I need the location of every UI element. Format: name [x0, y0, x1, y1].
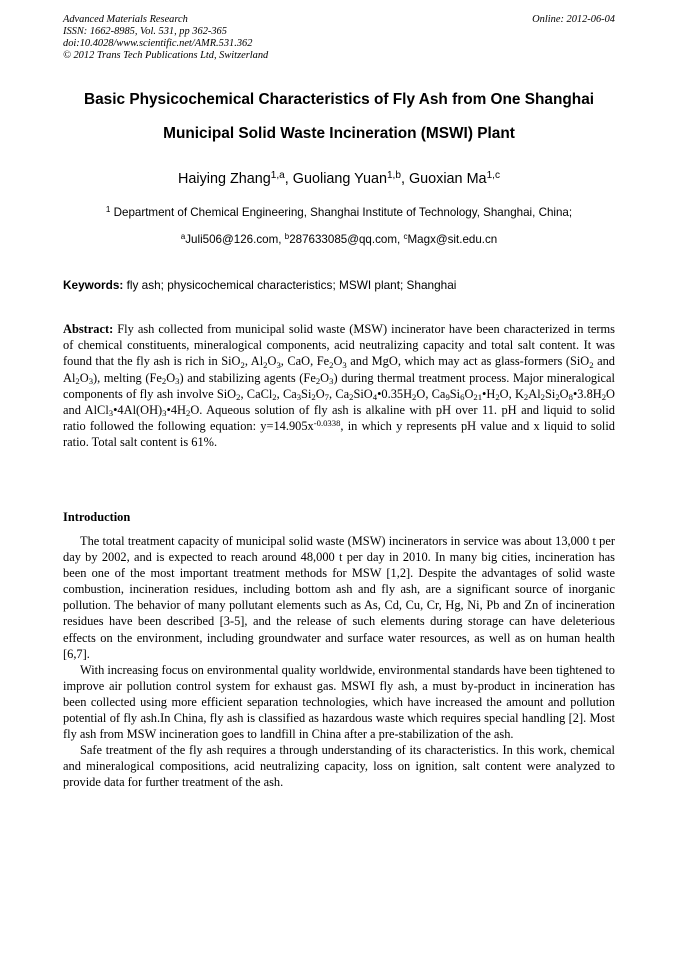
abstract-text: Si	[301, 386, 312, 401]
paragraph: Safe treatment of the fly ash requires a through understanding of its characteristics. In this work, chemical and mineralogical compositions, acid neutralizing capacity, loss on ignition, salt content were analyzed to provide data for further treatment of the ash.	[63, 743, 615, 790]
affiliation	[40, 206, 638, 220]
introduction-body	[63, 533, 615, 791]
abstract-text: •0.35H	[377, 386, 413, 401]
abstract-text: O	[267, 354, 277, 369]
subscript: 3	[342, 359, 347, 370]
abstract-text: •4H	[166, 403, 186, 418]
subscript: 3	[162, 408, 167, 419]
email-a: Juli506@126.com,	[185, 233, 285, 246]
abstract-text: O	[79, 370, 89, 385]
author-name: , Guoxian Ma	[400, 171, 487, 187]
abstract-text: , Ca	[329, 386, 350, 401]
online-date: Online: 2012-06-04	[532, 14, 615, 25]
abstract-text: O	[559, 386, 569, 401]
abstract-text: O	[333, 354, 343, 369]
subscript: 3	[175, 375, 180, 386]
abstract-text: •H	[482, 386, 496, 401]
abstract-label: Abstract:	[63, 322, 114, 336]
abstract-text: ) during thermal treatment process. Major mineralogical components of fly ash involve SiO	[63, 370, 615, 401]
affiliation-number: 1	[105, 205, 111, 215]
abstract-text: ), melting (Fe	[93, 370, 162, 385]
equation-exponent: -0.0338	[313, 418, 341, 429]
abstract-text: ) and stabilizing agents (Fe	[179, 370, 316, 385]
subscript: 6	[460, 391, 465, 402]
email-mark: c	[403, 232, 408, 242]
subscript: 2	[311, 391, 316, 402]
subscript: 2	[185, 408, 191, 419]
subscript: 3	[88, 375, 94, 386]
section-heading-introduction: Introduction	[63, 510, 131, 524]
subscript: 4	[372, 391, 378, 402]
journal-doi: doi:10.4028/www.scientific.net/AMR.531.362	[63, 38, 253, 49]
email-b: 287633085@qq.com,	[289, 233, 404, 246]
affiliation-text: Department of Chemical Engineering, Shanghai Institute of Technology, Shanghai, China;	[110, 206, 573, 219]
abstract-text: Si	[449, 386, 461, 401]
subscript: 2	[272, 391, 277, 402]
subscript: 2	[523, 391, 529, 402]
subscript: 3	[276, 359, 281, 370]
journal-copyright: © 2012 Trans Tech Publications Ltd, Switzerland	[63, 50, 269, 61]
author-affiliation-mark: 1,a	[270, 170, 285, 182]
paragraph: The total treatment capacity of municipal solid waste (MSW) incinerators in service was about 13,000 t per day by 2002, and is expected to reach around 48,000 t per day in 2010. In many big cities, incineration has been one of the most important treatment methods for MSW [1,2]. Despite the advantages of solid waste combustion, incineration residues, including bottom ash and fly ash, are a significant source of inorganic pollution. The behavior of many pollutant elements such as As, Cd, Cu, Cr, Hg, Ni, Pb and Zn of incineration residues have been described [3-5], and the release of such elements during storage can have deleterious effects on the environment, including groundwater and surface water resources, as well as on human health [6,7].	[63, 534, 615, 661]
email-c: Magx@sit.edu.cn	[407, 233, 498, 246]
subscript: 9	[445, 391, 450, 402]
subscript: 3	[296, 391, 302, 402]
abstract-text: Si	[544, 386, 556, 401]
abstract-text: O	[320, 370, 330, 385]
journal-issn: ISSN: 1662-8985, Vol. 531, pp 362-365	[63, 26, 227, 37]
abstract-text: Fly ash collected from municipal solid waste (MSW) incinerator have been characterized in terms of chemical constituents, mineralogical components, acid neutralizing capacity and total salt content. It was found that the fly ash is rich in SiO	[63, 322, 615, 369]
abstract-text: , CaO, Fe	[280, 354, 330, 369]
author-name: Haiying Zhang	[177, 171, 271, 187]
email-mark: a	[180, 232, 186, 242]
journal-header	[63, 14, 615, 62]
subscript: 3	[108, 408, 114, 419]
paper-title-line-2: Municipal Solid Waste Incineration (MSWI) Plant	[163, 125, 515, 142]
author-affiliation-mark: 1,c	[486, 170, 501, 182]
subscript: 2	[495, 391, 500, 402]
abstract-text: O and AlCl	[63, 386, 615, 418]
keywords-label: Keywords:	[63, 278, 124, 292]
abstract-text: , in which y represents pH value and x liquid to solid ratio. Total salt content is 61%.	[63, 419, 615, 450]
subscript: 2	[540, 391, 545, 402]
subscript: 2	[240, 359, 245, 370]
paragraph: With increasing focus on environmental quality worldwide, environmental standards have been tightened to improve air pollution control system for exhaust gas. MSWI fly ash, a must by-product in incineration has been collected using more efficient separation technologies, which have increased the amount and pollution potential of fly ash.In China, fly ash is classified as hazardous waste which requires special handling [2]. Most fly ash from MSW incineration goes to landfill in China after a pre-stabilization of the ash.	[63, 662, 615, 742]
abstract-text: O. Aqueous solution of fly ash is alkaline with pH over 11. pH and liquid to solid ratio followed the following equation: y=14.905x	[63, 403, 615, 434]
abstract-text: O	[315, 386, 325, 401]
abstract-text: O	[166, 370, 176, 385]
keywords	[63, 278, 615, 292]
subscript: 2	[329, 359, 334, 370]
author-emails	[40, 233, 638, 247]
abstract-text: , Al	[244, 354, 264, 369]
subscript: 2	[75, 375, 80, 386]
abstract-text: , CaCl	[240, 386, 273, 401]
abstract-text: , Ca	[276, 386, 297, 401]
abstract-text: and Al	[63, 354, 616, 385]
author-affiliation-mark: 1,b	[386, 170, 401, 182]
subscript: 2	[315, 375, 321, 386]
abstract-text: •4Al(OH)	[113, 403, 163, 418]
subscript: 3	[329, 375, 334, 386]
subscript: 2	[161, 375, 167, 386]
abstract-text: SiO	[353, 386, 373, 401]
abstract-text: •3.8H	[572, 386, 602, 401]
abstract-text: Al	[528, 386, 541, 401]
author-name: , Guoliang Yuan	[284, 171, 387, 187]
subscript: 2	[349, 391, 354, 402]
subscript: 8	[568, 391, 573, 402]
subscript: 2	[601, 391, 607, 402]
author-list	[40, 170, 638, 188]
email-mark: b	[284, 232, 290, 242]
abstract-text: O, Ca	[416, 386, 446, 401]
paper-title-line-1: Basic Physicochemical Characteristics of Fly Ash from One Shanghai	[83, 91, 595, 108]
keywords-text: fly ash; physicochemical characteristics; MSWI plant; Shanghai	[123, 278, 457, 292]
subscript: 21	[473, 391, 483, 402]
subscript: 2	[555, 391, 560, 402]
journal-name: Advanced Materials Research	[63, 14, 188, 25]
subscript: 2	[236, 391, 241, 402]
abstract-text: and MgO, which may act as glass-formers (SiO	[346, 354, 590, 369]
abstract-text: O, K	[499, 386, 524, 401]
subscript: 2	[412, 391, 417, 402]
subscript: 2	[589, 359, 594, 370]
abstract-text: O	[464, 386, 474, 401]
subscript: 7	[324, 391, 329, 402]
abstract	[63, 321, 615, 451]
subscript: 2	[263, 359, 268, 370]
